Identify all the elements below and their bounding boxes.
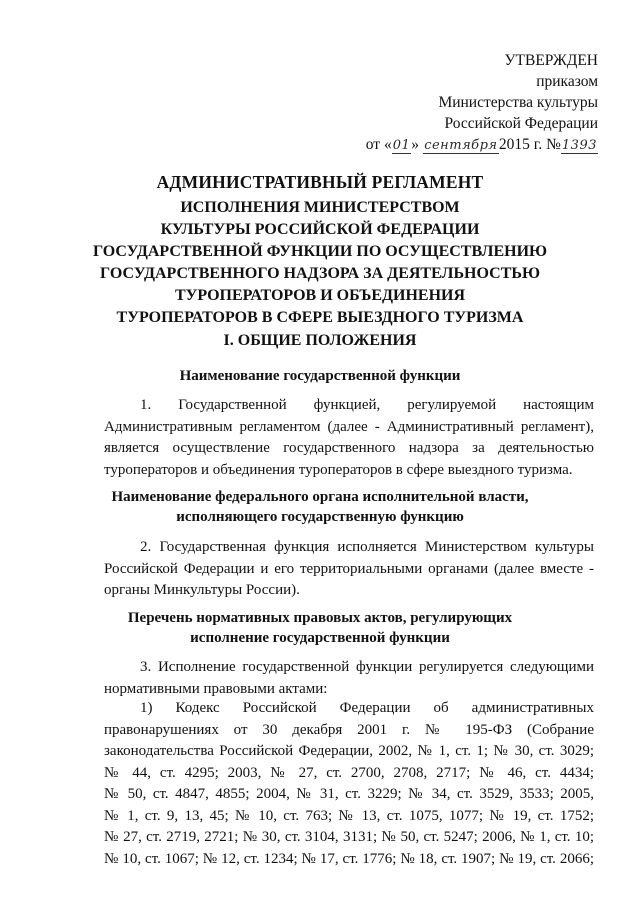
paragraph-line: законодательства Российской Федерации, 2002, № 1, ст. 1; № 30, ст. 3029; [104, 743, 594, 759]
paragraph-line: № 27, ст. 2719, 2721; № 30, ст. 3104, 3131; № 50, ст. 5247; 2006, № 1, ст. 10; [104, 829, 594, 845]
date-mid: » [411, 136, 419, 153]
heading-line: Перечень нормативных правовых актов, регулирующих [127, 610, 513, 626]
date-year: 2015 г. № [498, 136, 561, 153]
subtitle-line: ТУРОПЕРАТОРОВ И ОБЪЕДИНЕНИЯ [174, 287, 466, 304]
paragraph-1 [104, 395, 594, 481]
paragraph-line: 1. Государственной функцией, регулируемой настоящим [140, 397, 594, 413]
paragraph-line: № 10, ст. 1067; № 12, ст. 1234; № 17, ст. 1776; № 18, ст. 1907; № 19, ст. 2066; [104, 850, 594, 867]
subtitle-line: ИСПОЛНЕНИЯ МИНИСТЕРСТВОМ [180, 199, 460, 216]
paragraph-line: № 1, ст. 9, 13, 45; № 10, ст. 763; № 13, ст. 1075, 1077; № 19, ст. 1752; [104, 807, 594, 824]
approval-country: Российской Федерации [444, 115, 598, 132]
paragraph-line: туроператоров и объединения туроператоров в сфере выездного туризма. [104, 461, 573, 478]
paragraph-line: Административным регламентом (далее - Административный регламент), [104, 418, 594, 435]
paragraph-line: нормативными правовыми актами: [104, 680, 328, 697]
paragraph-line: является осуществление государственного надзора за деятельностью [104, 440, 594, 456]
paragraph-line: органы Минкультуры России). [104, 582, 300, 598]
approval-block [0, 0, 640, 153]
paragraph-line: Российской Федерации и его территориальными органами (далее вместе - [104, 560, 594, 577]
approval-approved: УТВЕРЖДЕН [504, 52, 598, 69]
paragraph-4 [104, 698, 594, 870]
approval-ministry: Министерства культуры [438, 94, 598, 111]
date-prefix: от « [365, 136, 392, 153]
subtitle-line: КУЛЬТУРЫ РОССИЙСКОЙ ФЕДЕРАЦИИ [160, 221, 480, 238]
document-subtitle [0, 197, 640, 329]
handwritten-order-number: 1393 [561, 138, 597, 153]
paragraph-3 [104, 657, 594, 700]
heading-federal-body [0, 487, 640, 527]
handwritten-month: сентября [424, 138, 498, 153]
subtitle-line: ГОСУДАРСТВЕННОГО НАДЗОРА ЗА ДЕЯТЕЛЬНОСТЬЮ [100, 265, 540, 282]
paragraph-line: № 50, ст. 4847, 4855; 2004, № 31, ст. 3229; № 34, ст. 3529, 3533; 2005, [104, 786, 594, 802]
heading-legal-acts [0, 608, 640, 648]
paragraph-line: 1) Кодекс Российской Федерации об административных [140, 700, 594, 716]
subtitle-line: ГОСУДАРСТВЕННОЙ ФУНКЦИИ ПО ОСУЩЕСТВЛЕНИЮ [92, 243, 548, 260]
section-title: I. ОБЩИЕ ПОЛОЖЕНИЯ [223, 332, 417, 349]
subtitle-line: ТУРОПЕРАТОРОВ В СФЕРЕ ВЫЕЗДНОГО ТУРИЗМА [116, 309, 524, 326]
document-title: АДМИНИСТРАТИВНЫЙ РЕГЛАМЕНТ [156, 172, 484, 192]
handwritten-day: 01 [392, 138, 411, 153]
approval-date-line [366, 136, 598, 154]
heading-line: исполнение государственной функции [190, 630, 450, 646]
approval-by-order: приказом [536, 73, 598, 90]
paragraph-line: 3. Исполнение государственной функции регулируется следующими [140, 659, 594, 675]
heading-line: Наименование федерального органа исполнительной власти, [111, 489, 529, 505]
paragraph-2 [104, 537, 594, 602]
heading-line: исполняющего государственную функцию [176, 509, 464, 525]
paragraph-line: № 44, ст. 4295; 2003, № 27, ст. 2700, 2708, 2717; № 46, ст. 4434; [104, 764, 594, 781]
paragraph-line: 2. Государственная функция исполняется Министерством культуры [140, 539, 594, 555]
heading-function-name: Наименование государственной функции [179, 368, 461, 384]
paragraph-line: правонарушениях от 30 декабря 2001 г. № 195-ФЗ (Собрание [104, 721, 594, 738]
